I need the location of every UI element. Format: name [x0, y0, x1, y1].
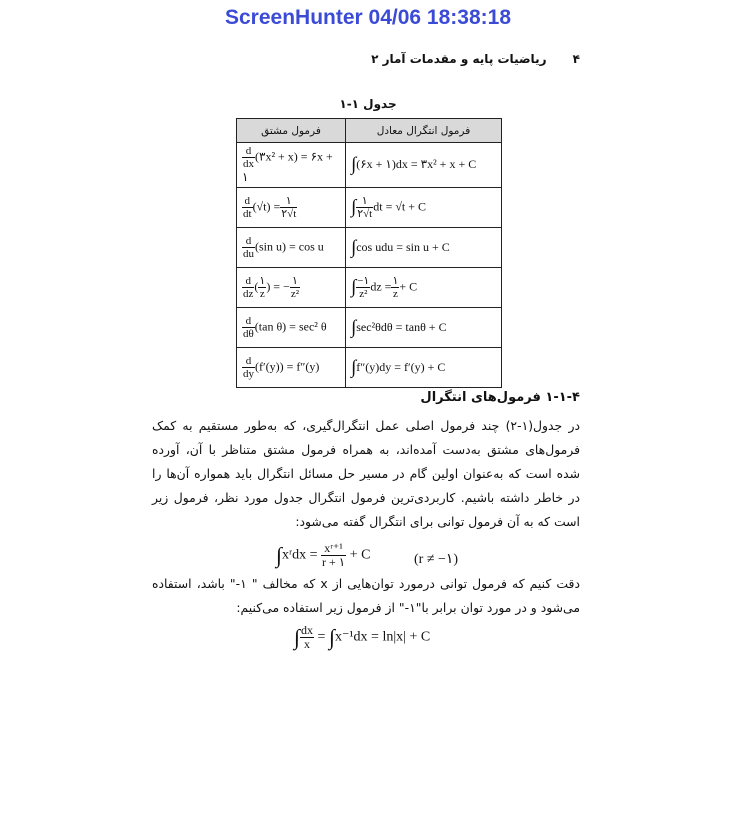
integral-cell	[346, 188, 502, 228]
d-denominator: dz	[243, 288, 254, 300]
d-denominator: dx	[243, 158, 254, 170]
formula-table	[236, 118, 502, 388]
integral-text: (۶x + ۱)dx = ۳x² + x + C	[356, 156, 477, 171]
integral-cell	[346, 228, 502, 268]
derivative-text: (sin u) = cos u	[255, 239, 324, 254]
integral-sign-icon: ∫	[294, 624, 301, 650]
d-numerator: d	[242, 315, 255, 328]
integral-text: f″(y)dy = f′(y) + C	[356, 359, 446, 374]
eq2-denominator: x	[304, 637, 311, 651]
derivative-cell	[237, 188, 346, 228]
result-numerator: ۱	[290, 275, 300, 288]
result-numerator: ۱	[280, 195, 297, 208]
result-denominator: ۲√t	[281, 208, 297, 220]
derivative-cell	[237, 308, 346, 348]
book-title: ریاضیات پایه و مقدمات آمار ۲	[371, 52, 547, 66]
table-row	[237, 143, 502, 188]
integral-sign-icon: ∫	[276, 542, 283, 568]
integral-text: dt = √t + C	[373, 199, 427, 214]
table-row	[237, 348, 502, 388]
integral-text: dz =	[370, 279, 392, 294]
inner-numerator: ۱	[259, 275, 266, 287]
eq2-numerator: dx	[301, 623, 314, 637]
integrand-numerator: −۱	[357, 275, 370, 287]
screenhunter-watermark: ScreenHunter 04/06 18:38:18	[225, 6, 511, 29]
derivative-cell	[237, 228, 346, 268]
integral-cell	[346, 348, 502, 388]
d-numerator: d	[242, 145, 255, 158]
integral-sign-icon: ∫	[351, 276, 357, 298]
integral-sign-icon: ∫	[328, 624, 335, 650]
log-rule-equation	[294, 624, 430, 651]
d-numerator: d	[242, 275, 254, 288]
paragraph-2: دقت کنیم که فرمول توانی درمورد توان‌هایی از x که مخالف " ۱-" باشد، استفاده می‌شود و در مورد توان برابر با"۱-" از فرمول زیر استفاده می‌کنیم:	[152, 576, 581, 615]
d-numerator: d	[242, 195, 253, 208]
integral-text: sec²θdθ = tanθ + C	[356, 319, 447, 334]
table-row	[237, 188, 502, 228]
inner-denominator: z	[259, 288, 265, 300]
table-row	[237, 308, 502, 348]
integral-cell	[346, 308, 502, 348]
integrand-denominator: z²	[359, 288, 368, 300]
derivative-text: (√t) =	[252, 199, 281, 214]
col-header-integral: فرمول انتگرال معادل	[346, 119, 502, 143]
eq1-lhs: xʳdx =	[282, 547, 318, 563]
derivative-cell	[237, 348, 346, 388]
paren-open: (	[254, 279, 259, 294]
derivative-text: (tan θ) = sec² θ	[254, 319, 327, 334]
eq1-tail: + C	[349, 547, 371, 563]
page-number: ۴	[572, 52, 580, 66]
integral-cell	[346, 143, 502, 188]
derivative-cell	[237, 268, 346, 308]
eq1-denominator: r + ۱	[321, 555, 346, 569]
integral-sign-icon: ∫	[351, 196, 357, 218]
integral-text: cos udu = sin u + C	[356, 239, 450, 254]
derivative-text: ) = −	[266, 279, 290, 294]
integral-tail: + C	[399, 279, 418, 294]
result-denominator: z²	[290, 288, 300, 300]
d-denominator: dt	[243, 208, 252, 220]
d-numerator: d	[242, 355, 255, 368]
eq1-numerator: xʳ⁺¹	[321, 542, 346, 556]
paragraph-1: در جدول(۱-۲) چند فرمول اصلی عمل انتگرال‌گیری، که به‌طور مستقیم به کمک فرمول‌های مشتق به‌دست آمده‌اند، به همراه فرمول مشتق متناظر با آن، آورده شده است که به‌عنوان اولین گام در مسیر حل مسائل انتگرال باید همواره آن‌ها را در خاطر داشته باشیم. کاربردی‌ترین فرمول انتگرال جدول مورد نظر، فرمول زیر است که به آن فرمول توانی برای انتگرال گفته می‌شود:	[152, 418, 580, 529]
derivative-text: (۳x² + x) = ۶x + ۱	[242, 149, 333, 184]
integral-sign-icon: ∫	[351, 236, 357, 258]
power-rule-condition: (r ≠ −۱)	[414, 552, 459, 567]
running-header	[371, 52, 580, 66]
table-row	[237, 228, 502, 268]
result-numerator: ۱	[392, 275, 399, 287]
integrand-numerator: ۱	[356, 195, 373, 208]
d-denominator: dθ	[243, 328, 254, 340]
table-caption: جدول ۱-۱	[339, 97, 397, 111]
integral-sign-icon: ∫	[351, 356, 357, 378]
eq2-tail: x⁻¹dx = ln|x| + C	[334, 629, 431, 645]
d-denominator: dy	[243, 368, 254, 380]
result-denominator: z	[392, 288, 398, 300]
col-header-derivative: فرمول مشتق	[237, 119, 346, 143]
eq2-equals: =	[317, 629, 326, 645]
integral-sign-icon: ∫	[351, 316, 357, 338]
d-denominator: du	[243, 248, 254, 260]
d-numerator: d	[242, 235, 255, 248]
power-rule-equation	[276, 542, 370, 569]
derivative-text: (f′(y)) = f″(y)	[255, 359, 320, 374]
integral-sign-icon: ∫	[351, 154, 357, 175]
integrand-denominator: ۲√t	[357, 208, 373, 220]
section-heading: ۱-۱-۴ فرمول‌های انتگرال	[420, 390, 580, 405]
derivative-cell	[237, 143, 346, 188]
integral-cell	[346, 268, 502, 308]
table-row	[237, 268, 502, 308]
